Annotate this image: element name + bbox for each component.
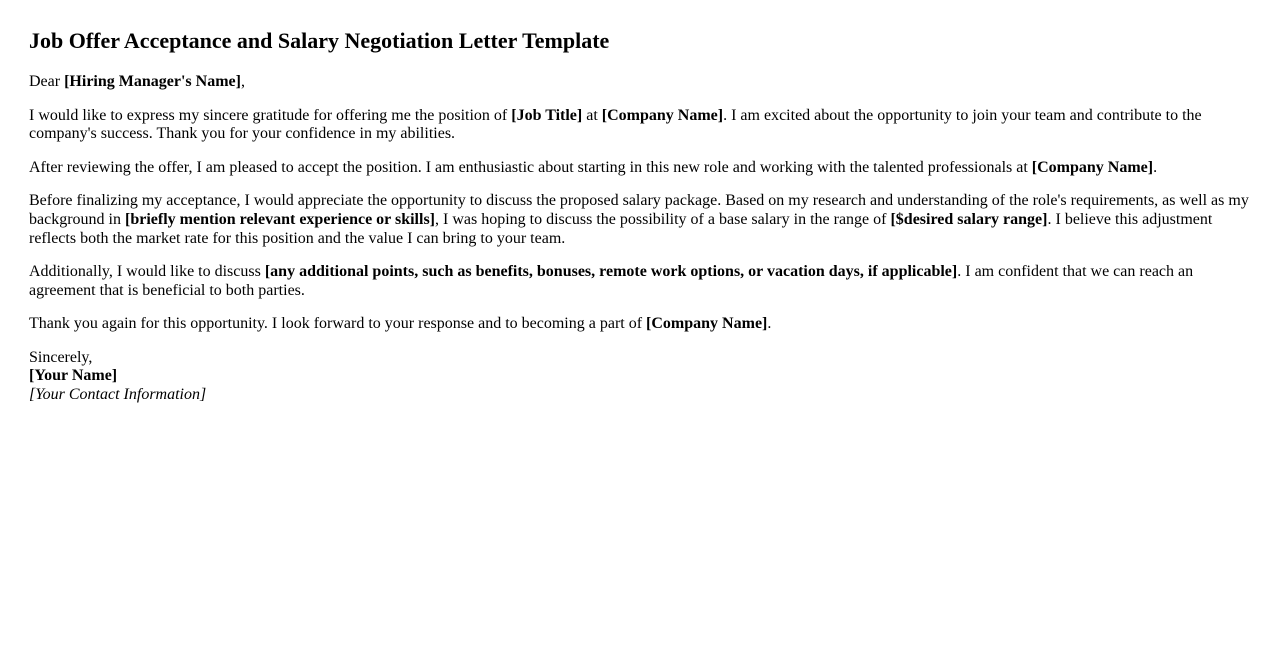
letter-text: Dear xyxy=(29,73,65,91)
letter-text: . xyxy=(767,315,772,333)
template-placeholder: [Company Name] xyxy=(601,106,724,124)
template-placeholder: [Job Title] xyxy=(511,106,583,124)
template-placeholder: [Hiring Manager's Name] xyxy=(64,73,241,91)
closing-name-placeholder: [Your Name] xyxy=(29,367,118,385)
template-placeholder: [Company Name] xyxy=(646,315,768,333)
template-placeholder: [Company Name] xyxy=(1031,158,1154,176)
letter-text: at xyxy=(582,106,602,124)
letter-text: I would like to express my sincere gratitude for offering me the position of xyxy=(29,106,512,124)
letter-text: Additionally, I would like to discuss xyxy=(29,263,265,281)
letter-text: , I was hoping to discuss the possibility of a base salary in the range of xyxy=(435,211,891,229)
letter-text: . I believe this adjustment reflects both the market rate for this position and the value I can bring to your team. xyxy=(29,211,1213,247)
closing-contact-placeholder: [Your Contact Information] xyxy=(29,385,207,403)
template-placeholder: [any additional points, such as benefits, bonuses, remote work options, or vacation days, if applicable] xyxy=(264,263,958,281)
template-placeholder: [briefly mention relevant experience or skills] xyxy=(124,211,435,229)
letter-text: Thank you again for this opportunity. I look forward to your response and to becoming a part of xyxy=(29,315,647,333)
signature-block xyxy=(29,349,1249,405)
closing-sincerely: Sincerely, xyxy=(29,348,93,366)
letter-text: . I am excited about the opportunity to join your team and contribute to the company's success. Thank you for your confidence in my abilities. xyxy=(29,106,1202,143)
salary-negotiation-paragraph xyxy=(29,192,1249,248)
letter-text: Before finalizing my acceptance, I would appreciate the opportunity to discuss the proposed salary package. Based on my research and understanding of the role's requirements, as well as my background in xyxy=(29,192,1249,229)
letter-text: . I am confident that we can reach an agreement that is beneficial to both parties. xyxy=(29,263,1194,299)
letter-body xyxy=(29,73,1249,404)
page-title: Job Offer Acceptance and Salary Negotiation Letter Template xyxy=(29,28,610,53)
letter-text: , xyxy=(240,73,245,91)
salutation xyxy=(29,73,1249,92)
additional-points-paragraph xyxy=(29,263,1249,300)
template-placeholder: [$desired salary range] xyxy=(890,211,1048,229)
letter-text: . xyxy=(1153,158,1158,176)
thanks-paragraph xyxy=(29,315,1249,334)
letter-text: After reviewing the offer, I am pleased to accept the position. I am enthusiastic about starting in this new role and working with the talented professionals at xyxy=(29,158,1032,176)
acceptance-paragraph xyxy=(29,159,1249,178)
gratitude-paragraph xyxy=(29,107,1249,144)
